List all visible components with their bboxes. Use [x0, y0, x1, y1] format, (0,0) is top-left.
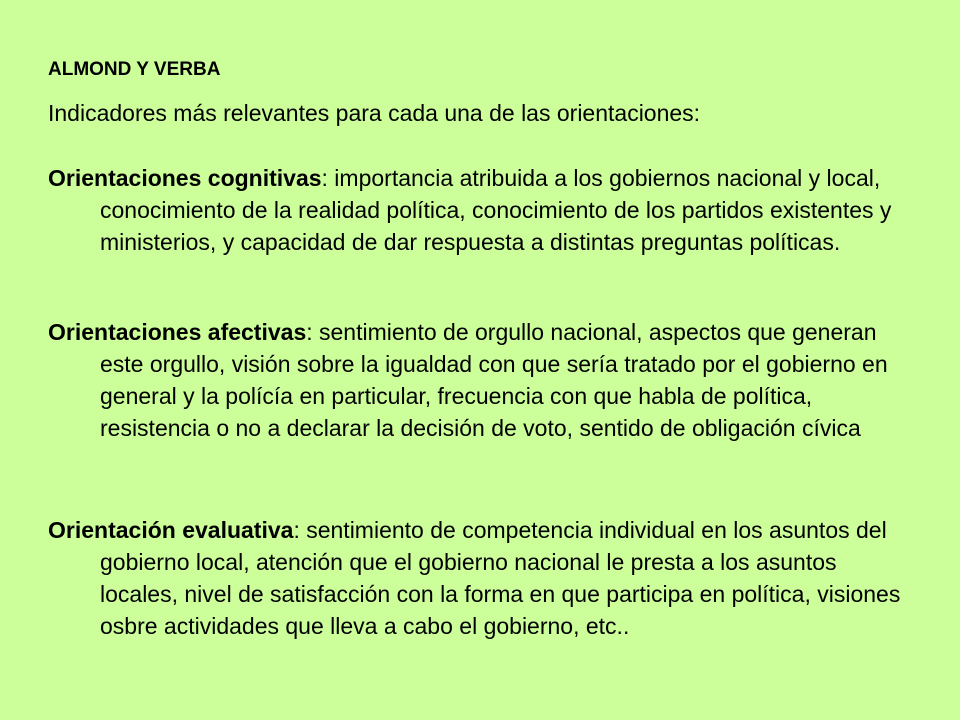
- section-affective: [48, 316, 910, 444]
- section-cognitive: [48, 162, 910, 258]
- intro-text: Indicadores más relevantes para cada una de las orientaciones:: [48, 100, 701, 126]
- section-body: : sentimiento de competencia individual en los asuntos del gobierno local, atención que el gobierno nacional le presta a los asuntos locales, nivel de satisfacción con la forma en que participa en política, visiones osbre actividades que lleva a cabo el gobierno, etc..: [100, 517, 901, 639]
- slide-title: ALMOND Y VERBA: [48, 59, 221, 80]
- section-heading: Orientación evaluativa: [48, 517, 294, 543]
- section-heading: Orientaciones afectivas: [48, 319, 307, 345]
- section-heading: Orientaciones cognitivas: [48, 165, 322, 191]
- section-body: : importancia atribuida a los gobiernos nacional y local, conocimiento de la realidad política, conocimiento de los partidos existentes y ministerios, y capacidad de dar respuesta a distintas preguntas políticas.: [100, 165, 892, 255]
- section-body: : sentimiento de orgullo nacional, aspectos que generan este orgullo, visión sobre la igualdad con que sería tratado por el gobierno en general y la polícía en particular, frecuencia con que habla de política, resistencia o no a declarar la decisión de voto, sentido de obligación cívica: [100, 319, 888, 441]
- section-evaluative: [48, 514, 910, 642]
